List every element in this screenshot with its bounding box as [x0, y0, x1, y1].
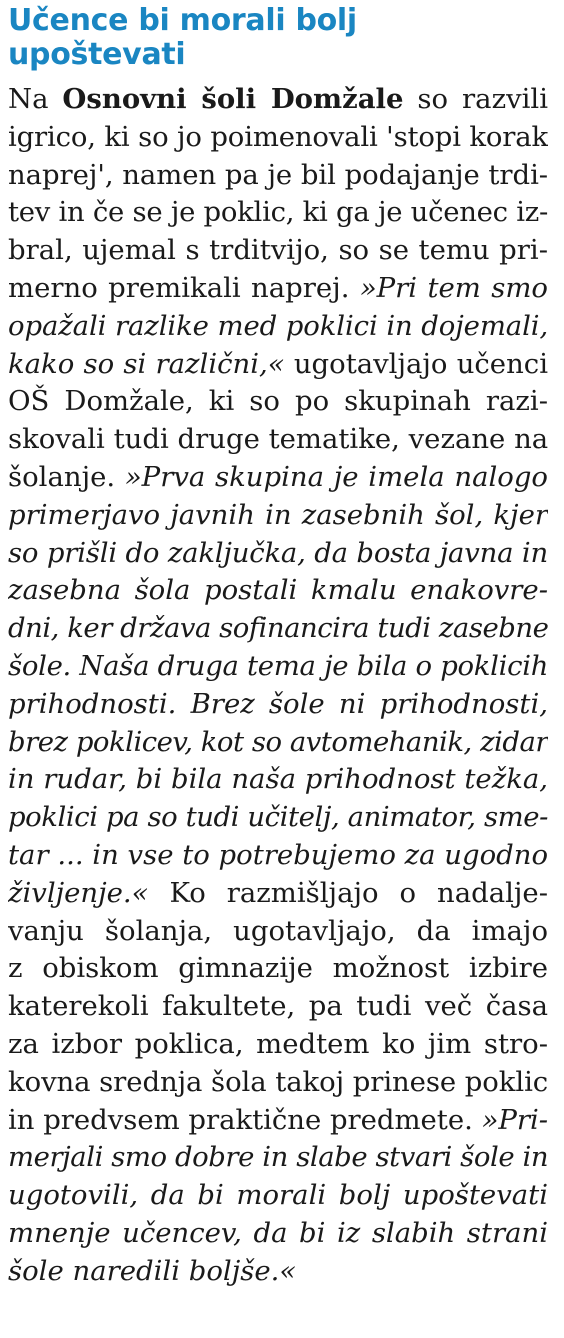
headline-line: Učence bi morali bolj — [8, 3, 357, 38]
body-line — [8, 119, 548, 157]
quote-text: »Pri tem smo — [359, 271, 548, 304]
body-line — [8, 421, 548, 459]
quote-text: življenje.« — [8, 876, 149, 909]
body-text-segment: so razvili — [403, 83, 548, 115]
body-line — [8, 81, 548, 119]
body-text-segment: vanju šolanja, ugotavljajo, da imajo — [8, 914, 548, 947]
body-text-segment: ugotavljajo učenci — [284, 347, 548, 380]
body-text-segment: katerekoli fakultete, pa tudi več časa — [8, 990, 548, 1023]
body-text-segment: z obiskom gimnazije možnost izbire — [8, 952, 548, 985]
body-line — [8, 232, 548, 270]
quote-text: šole. Naša druga tema je bila o poklicih — [8, 649, 548, 682]
body-line — [8, 913, 548, 951]
body-line — [8, 761, 548, 799]
body-text-segment: igrico, ki so jo poimenovali 'stopi korak — [8, 120, 548, 153]
body-text-segment: šolanje. — [8, 460, 125, 493]
body-line — [8, 383, 548, 421]
body-line — [8, 459, 548, 497]
quote-text: tar ... in vse to potrebujemo za ugodno — [8, 838, 548, 871]
body-line — [8, 1102, 548, 1140]
body-line — [8, 194, 548, 232]
article-headline — [8, 4, 548, 72]
body-line — [8, 875, 548, 913]
body-line — [8, 1215, 548, 1253]
body-text-segment: Na — [8, 83, 63, 115]
body-line — [8, 686, 548, 724]
body-text-segment: Ko razmišljajo o nadalje- — [148, 876, 548, 909]
body-line — [8, 1064, 548, 1102]
body-line — [8, 1139, 548, 1177]
body-line — [8, 157, 548, 195]
body-text-segment: tev in če se je poklic, ki ga je učenec iz- — [8, 196, 548, 229]
body-line — [8, 346, 548, 384]
body-line — [8, 497, 548, 535]
body-text-segment: naprej', namen pa je bil podajanje trdi- — [8, 158, 548, 191]
article — [8, 4, 548, 1291]
body-line — [8, 610, 548, 648]
quote-text: in rudar, bi bila naša prihodnost težka, — [8, 763, 548, 796]
quote-text: »Prva skupina je imela nalogo — [124, 460, 548, 493]
quote-text: poklici pa so tudi učitelj, animator, sme- — [8, 801, 548, 834]
quote-text: merjali smo dobre in slabe stvari šole in — [8, 1141, 548, 1174]
body-text-segment: merno premikali naprej. — [8, 271, 360, 304]
body-text-segment: za izbor poklica, medtem ko jim stro- — [8, 1027, 548, 1060]
quote-text: šole naredili boljše.« — [8, 1254, 297, 1287]
body-line — [8, 988, 548, 1026]
body-text-segment: kovna srednja šola takoj prinese poklic — [8, 1065, 548, 1098]
body-line — [8, 1177, 548, 1215]
body-line — [8, 837, 548, 875]
quote-text: brez poklicev, kot so avtomehanik, zidar — [8, 725, 548, 758]
body-line — [8, 950, 548, 988]
school-name: Osnovni šoli Domžale — [62, 83, 404, 115]
quote-text: so prišli do zaključka, da bosta javna in — [8, 536, 548, 569]
article-body — [8, 81, 548, 1291]
body-line — [8, 1253, 548, 1291]
body-text-segment: bral, ujemal s trditvijo, so se temu pri- — [8, 234, 548, 267]
quote-text: prihodnosti. Brez šole ni prihodnosti, — [8, 687, 548, 720]
body-line — [8, 535, 548, 573]
body-line — [8, 648, 548, 686]
body-line — [8, 270, 548, 308]
body-text-segment: skovali tudi druge tematike, vezane na — [8, 423, 548, 456]
body-line — [8, 572, 548, 610]
body-line — [8, 1026, 548, 1064]
body-text-segment: in predvsem praktične predmete. — [8, 1103, 482, 1136]
quote-text: zasebna šola postali kmalu enakovre- — [8, 574, 548, 607]
body-line — [8, 799, 548, 837]
body-line — [8, 724, 548, 762]
body-text-segment: OŠ Domžale, ki so po skupinah razi- — [8, 385, 548, 418]
body-line — [8, 308, 548, 346]
quote-text: mnenje učencev, da bi iz slabih strani — [8, 1216, 548, 1249]
quote-text: opažali razlike med poklici in dojemali, — [8, 309, 548, 342]
quote-text: »Pri- — [481, 1103, 548, 1136]
quote-text: primerjavo javnih in zasebnih šol, kjer — [8, 498, 548, 531]
quote-text: dni, ker država sofinancira tudi zasebne — [8, 612, 548, 645]
quote-text: ugotovili, da bi morali bolj upoštevati — [8, 1179, 548, 1212]
headline-line: upoštevati — [8, 37, 186, 72]
quote-text: kako so si različni,« — [8, 347, 285, 380]
